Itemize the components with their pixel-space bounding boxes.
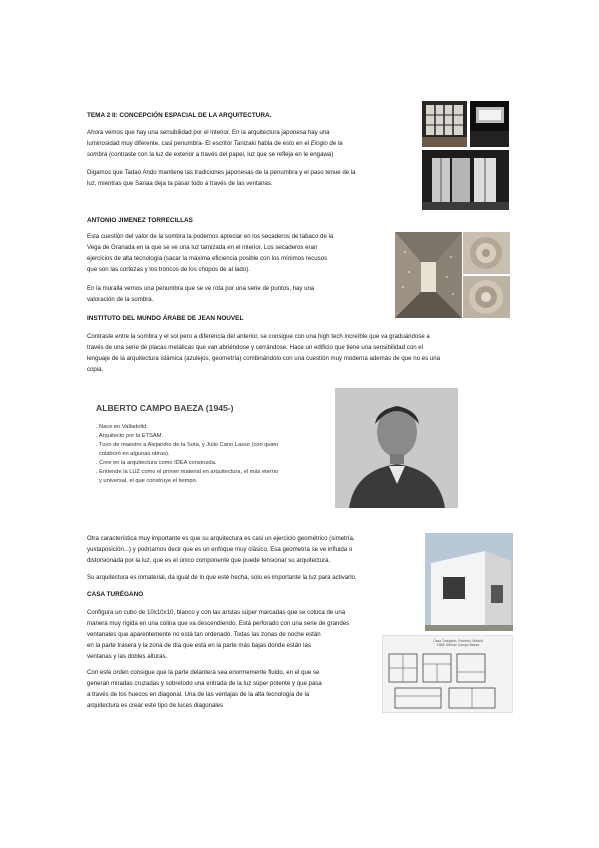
text-line: arquitectura es crear este tipo de luces diagonales xyxy=(87,702,224,709)
text-line: ventanas y las dobles alturas. xyxy=(87,653,168,660)
muralla-corridor-photo xyxy=(395,232,462,318)
tema2-paragraph-1 xyxy=(87,127,417,160)
text-line: Otra característica muy importante es que su arquitectura es casi un ejercicio geométrico (simetría, xyxy=(87,535,355,542)
bio-item: . Entiende la LUZ como el primer material en arquitectura, el más eterno xyxy=(96,469,279,475)
campo-paragraph-2: Su arquitectura es inmaterial, da igual de lo que esté hecha, solo es importante la luz para activarlo. xyxy=(87,574,357,581)
photo-graphic xyxy=(422,150,509,210)
section-heading-tema2: TEMA 2 II: CONCEPCIÓN ESPACIAL DE LA ARQUITECTURA. xyxy=(87,112,272,119)
photo-graphic xyxy=(335,388,458,508)
campo-baeza-card xyxy=(87,387,330,507)
text-line: a través de los huecos en diagonal. Una de las ventajas de la alta tecnología de la xyxy=(87,691,310,698)
text-line: en la parte trasera y la zona de día que está en la parte más bajas donde están las xyxy=(87,642,311,649)
text-line: manera muy rígida en una colina que va descendiendo. Está perforado con una serie de grandes xyxy=(87,620,350,627)
casa-paragraph-2 xyxy=(87,667,387,711)
campo-baeza-portrait-photo xyxy=(335,388,458,508)
plans-caption-line: 1988. Alberto Campo Baeza xyxy=(436,643,480,647)
japanese-interior-photo-3 xyxy=(422,150,509,210)
bio-item: . Nace en Valladolid. xyxy=(96,424,148,430)
photo-graphic xyxy=(425,533,513,631)
section-heading-instituto: INSTITUTO DEL MUNDO ÁRABE DE JEAN NOUVEL xyxy=(87,315,244,322)
text-line: Vega de Granada en la que se ve una luz tamizada en el interior. Los secaderos eran xyxy=(87,244,318,251)
text-line xyxy=(87,149,417,160)
bio-item: . Tuvo de maestro a Alejandro de la Sota, y Julio Cano Lasso (con quien xyxy=(96,442,279,448)
book-title: Elogio de la xyxy=(310,140,343,147)
tema2-paragraph-2 xyxy=(87,167,417,189)
text-line: valoración de la sombra. xyxy=(87,296,154,303)
text-line: Digamos que Tadao Ando mantiene las tradiciones japonesas de la penumbra y el paso tenue de la xyxy=(87,169,356,176)
text-line: Contraste entre la sombra y el sol pero a diferencia del anterior, se consigue con una high tech increíble que va graduándose a xyxy=(87,333,430,340)
photo-graphic xyxy=(463,276,510,318)
text-line: Ahora vemos que hay una sensibilidad por el interior. En la arquitectura japonesa hay una xyxy=(87,129,330,136)
photo-graphic xyxy=(422,101,467,147)
campo-baeza-card-title: ALBERTO CAMPO BAEZA (1945-) xyxy=(96,403,234,413)
text-span: luminosidad muy diferente, casi penumbra- El escritor Tanizaki habla de esto en el xyxy=(87,140,310,147)
text-line: yuxtaposición...) y podríamos decir que es un enfoque muy clásico. Esa geometría se ve influida o xyxy=(87,546,353,553)
bio-item: y universal, el que construye el tiempo. xyxy=(99,478,198,484)
text-line: En la muralla vemos una penumbra que se ve rota por una serie de puntos, hay una xyxy=(87,285,315,292)
text-line xyxy=(87,138,417,149)
bio-item: colaboró en algunas obras). xyxy=(99,451,170,457)
text-line: través de una serie de placas metálicas que van abriéndose y cerrándose. Hace un edificio que tiene una sensibilidad con el xyxy=(87,344,424,351)
floor-plan-drawing xyxy=(383,636,513,713)
text-line: distorsionada por la luz, que es el único componente que puede tensionar su arquitectura. xyxy=(87,557,331,564)
text-line: copia. xyxy=(87,366,104,373)
antonio-paragraph-2 xyxy=(87,283,387,305)
text-line: generan miradas cruzadas y sobretodo una entrada de la luz súper potente y que pasa xyxy=(87,680,322,687)
text-line: ejercicios de alta tecnología (sacar la máxima eficiencia posible con los mínimos recusos xyxy=(87,255,328,262)
text-line: Esta cuestión del valor de la sombra la podemos apreciar en los secaderos de tabaco de la xyxy=(87,233,334,240)
section-heading-casa-turegano: CASA TURÉGANO xyxy=(87,591,144,598)
casa-paragraph-1 xyxy=(87,607,427,662)
instituto-paragraph xyxy=(87,331,517,375)
photo-graphic xyxy=(463,232,510,274)
islamic-dome-photo-1 xyxy=(463,232,510,274)
bio-item: . Cree en la arquitectura como IDEA construida. xyxy=(96,460,217,466)
casa-turegano-exterior-photo xyxy=(425,533,513,631)
bio-item: . Arquitecto por la ETSAM. xyxy=(96,433,164,439)
campo-paragraph-1 xyxy=(87,533,417,566)
photo-graphic xyxy=(470,101,509,147)
japanese-interior-photo-2 xyxy=(470,101,509,147)
text-line: Con este orden consigue que la parte delantera sea enormemente fluido, en el que se xyxy=(87,669,320,676)
section-heading-antonio: ANTONIO JIMENEZ TORRECILLAS xyxy=(87,217,193,224)
text-line: lenguaje de la arquitectura islámica (azulejos, geometría) combinándolo con una cuestión muy moderna además de que no es una xyxy=(87,355,440,362)
text-span: (contraste con la luz de exterior a través del papel, luz que se refleja en le engawa) xyxy=(109,151,334,158)
photo-graphic xyxy=(395,232,462,318)
casa-turegano-plans-image xyxy=(382,635,513,713)
book-title: sombra xyxy=(87,151,108,158)
campo-baeza-bio-list xyxy=(96,423,332,486)
text-line: Configura un cubo de 10x10x10, blanco y con las aristas súper marcadas que se coloca de una xyxy=(87,609,346,616)
japanese-interior-photo-1 xyxy=(422,101,467,147)
islamic-dome-photo-2 xyxy=(463,276,510,318)
text-line: ventanales que aparentemente no está tan ordenado. Todas las zonas de noche están xyxy=(87,631,321,638)
antonio-paragraph-1 xyxy=(87,231,387,275)
plans-caption-line: Casa Turégano, Pozuelo, Madrid xyxy=(433,639,483,643)
text-line: que son las cortezas y los troncos de los chopos de al lado). xyxy=(87,266,250,273)
text-line: luz, mientras que Sanaa deja ta pasar todo a través de las ventanas. xyxy=(87,180,273,187)
